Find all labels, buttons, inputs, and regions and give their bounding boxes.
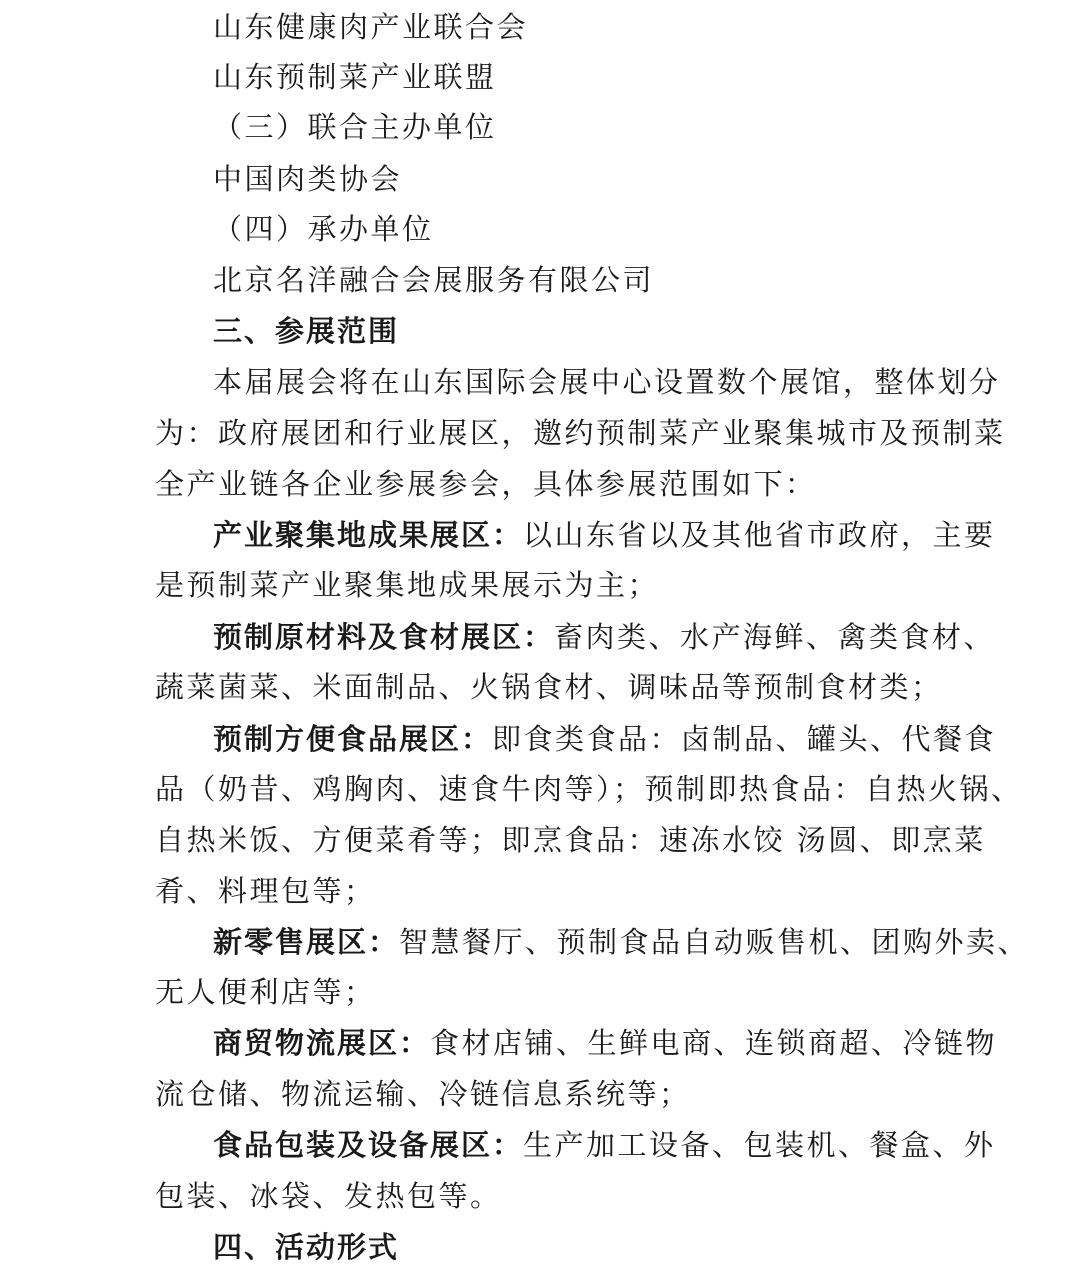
zone-label: 食品包装及设备展区： xyxy=(213,1128,524,1162)
zone-text-line: 流仓储、物流运输、冷链信息系统等； xyxy=(155,1077,691,1111)
zone-text: 生产加工设备、包装机、餐盒、外 xyxy=(523,1128,996,1162)
section-3-heading: 三、参展范围 xyxy=(213,314,400,348)
zone-raw-materials xyxy=(213,620,995,654)
zone-text-line: 包装、冰袋、发热包等。 xyxy=(155,1179,502,1213)
co-host-heading: （三）联合主办单位 xyxy=(213,110,497,144)
zone-text-line: 品（奶昔、鸡胸肉、速食牛肉等）；预制即热食品：自热火锅、 xyxy=(155,772,1023,806)
zone-label: 产业聚集地成果展区： xyxy=(213,518,524,552)
zone-packaging-equipment xyxy=(213,1128,996,1162)
organizer-line-2: 山东预制菜产业联盟 xyxy=(213,60,497,94)
zone-text-line: 无人便利店等； xyxy=(155,975,376,1009)
zone-label: 商贸物流展区： xyxy=(213,1026,431,1060)
zone-convenience-food xyxy=(213,722,996,756)
co-host-name: 中国肉类协会 xyxy=(213,162,403,196)
section-4-heading: 四、活动形式 xyxy=(213,1230,400,1264)
zone-text: 食材店铺、生鲜电商、连锁商超、冷链物 xyxy=(430,1026,998,1060)
zone-text: 畜肉类、水产海鲜、禽类食材、 xyxy=(554,620,996,654)
zone-text: 智慧餐厅、预制食品自动贩售机、团购外卖、 xyxy=(399,925,1030,959)
intro-line-1: 本届展会将在山东国际会展中心设置数个展馆，整体划分 xyxy=(213,365,1001,399)
zone-industry-cluster xyxy=(213,518,996,552)
zone-new-retail xyxy=(213,925,1029,959)
zone-label: 预制原材料及食材展区： xyxy=(213,620,555,654)
zone-label: 新零售展区： xyxy=(213,925,400,959)
zone-label: 预制方便食品展区： xyxy=(213,722,493,756)
zone-text-line: 是预制菜产业聚集地成果展示为主； xyxy=(155,568,660,602)
undertaker-name: 北京名洋融合会展服务有限公司 xyxy=(213,263,655,297)
intro-line-3: 全产业链各企业参展参会，具体参展范围如下： xyxy=(155,467,817,501)
organizer-line-1: 山东健康肉产业联合会 xyxy=(213,10,529,44)
zone-text-line: 肴、料理包等； xyxy=(155,874,376,908)
zone-text-line: 蔬菜菌菜、米面制品、火锅食材、调味品等预制食材类； xyxy=(155,670,943,704)
zone-text-line: 自热米饭、方便菜肴等；即烹食品：速冻水饺 汤圆、即烹菜 xyxy=(155,823,986,857)
zone-text: 以山东省以及其他省市政府，主要 xyxy=(523,518,996,552)
zone-text: 即食类食品：卤制品、罐头、代餐食 xyxy=(492,722,997,756)
zone-trade-logistics xyxy=(213,1026,997,1060)
undertaker-heading: （四）承办单位 xyxy=(213,212,434,246)
intro-line-2: 为：政府展团和行业展区，邀约预制菜产业聚集城市及预制菜 xyxy=(155,416,1006,450)
